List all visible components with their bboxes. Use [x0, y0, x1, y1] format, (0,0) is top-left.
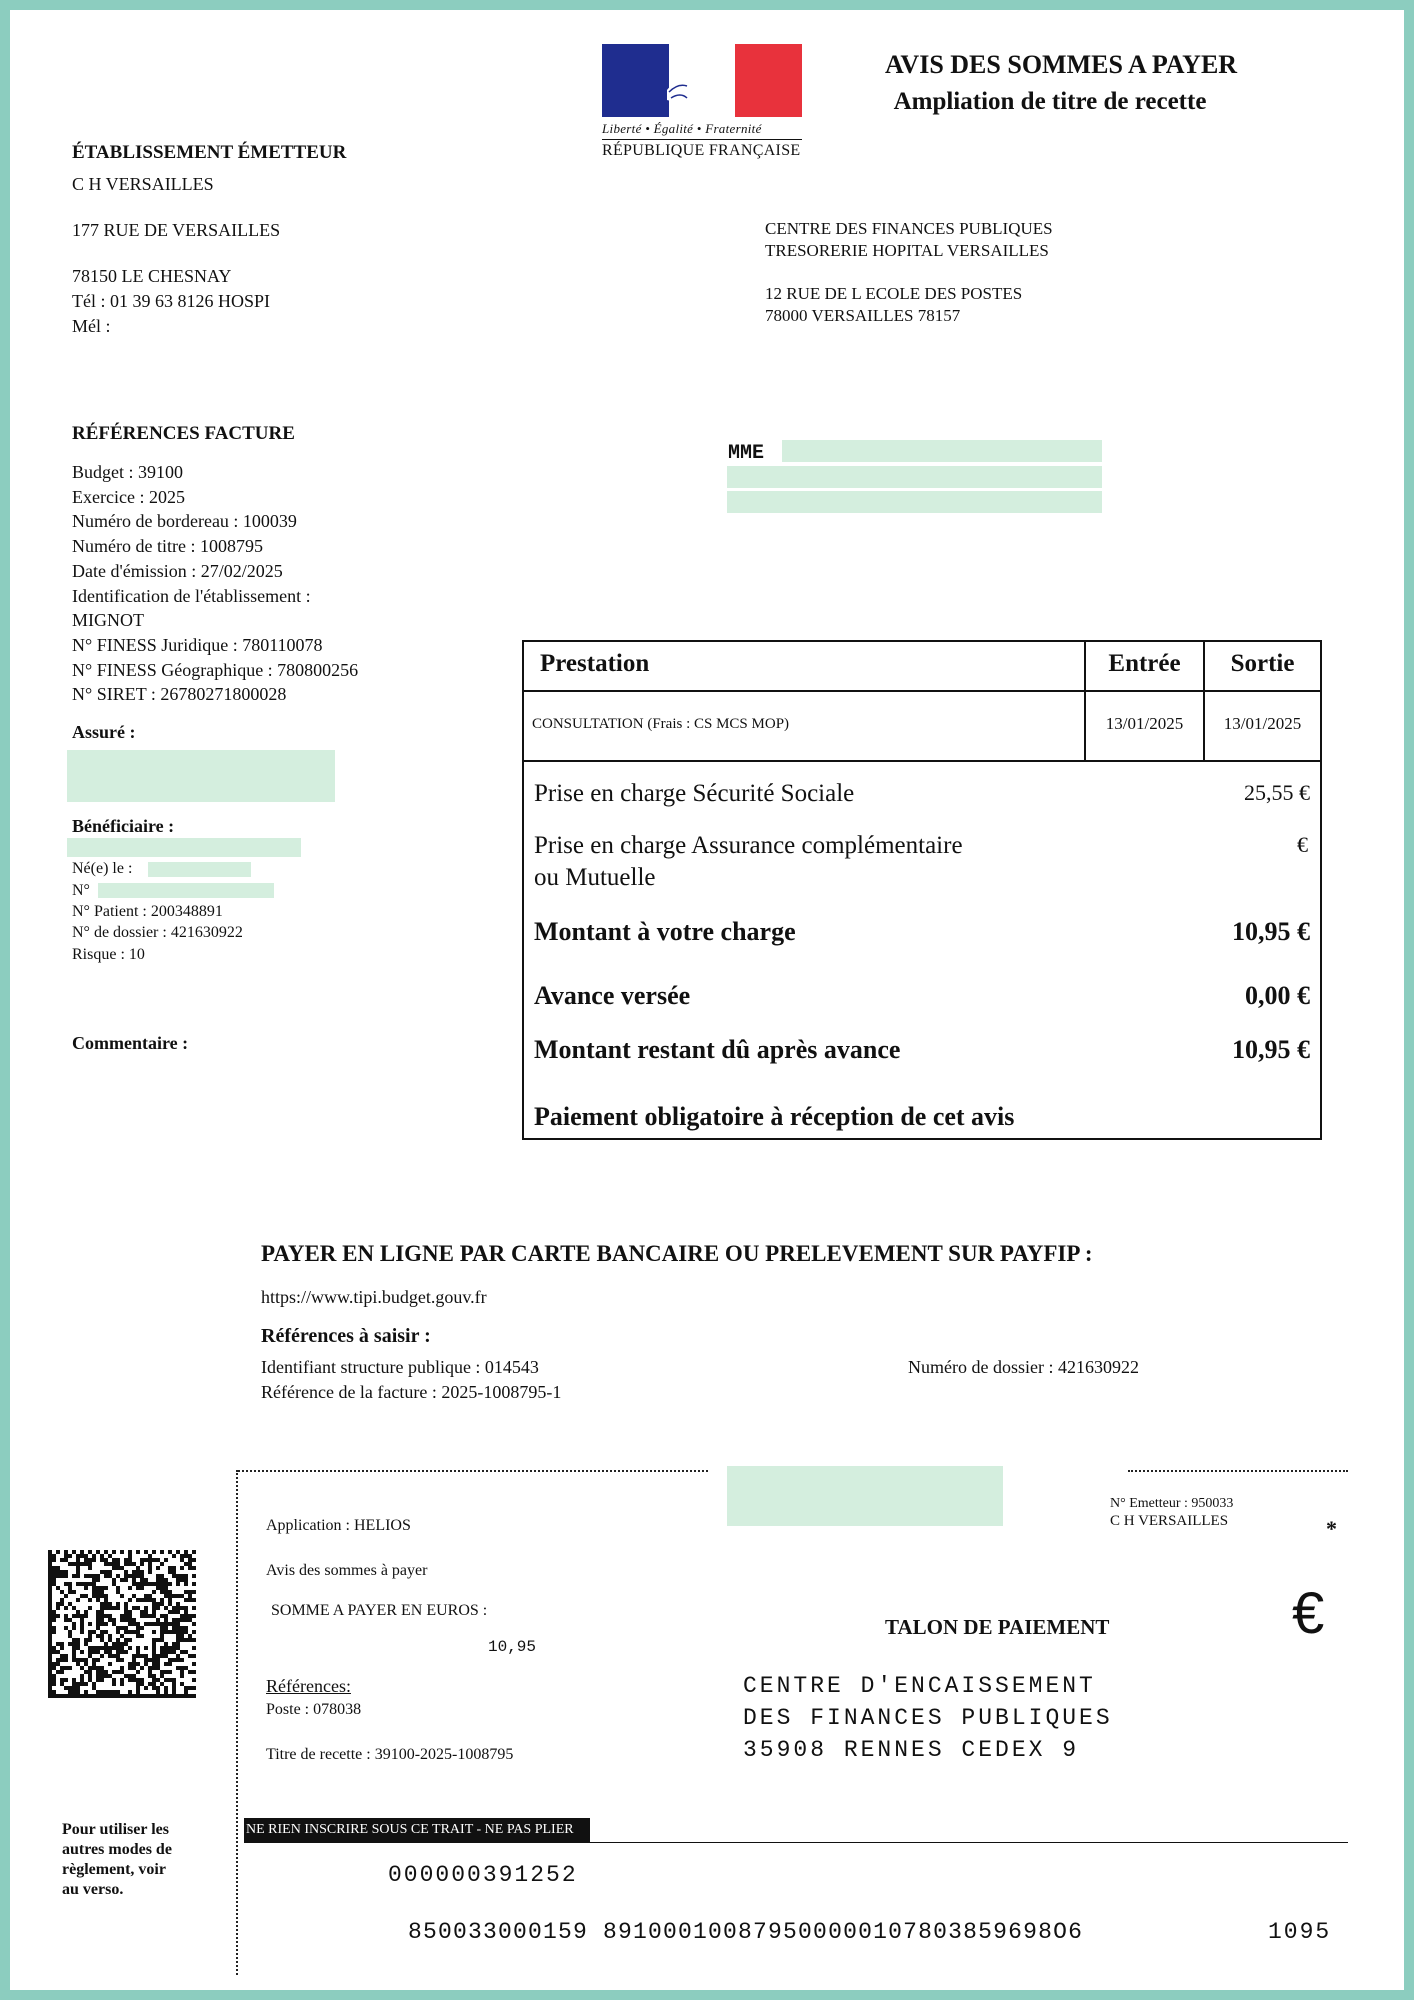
- references-list: [72, 460, 358, 707]
- slip-somme-value: 10,95: [488, 1638, 537, 1656]
- ref-date: Date d'émission : 27/02/2025: [72, 560, 283, 581]
- slip-code-3: 1095: [1268, 1919, 1332, 1945]
- verso-line-2: autres modes de: [62, 1841, 172, 1858]
- document-page: [10, 10, 1404, 1990]
- beneficiary-name-redacted: [67, 838, 301, 857]
- table-row-sortie: 13/01/2025: [1223, 714, 1302, 733]
- ref-bordereau: Numéro de bordereau : 100039: [72, 511, 297, 532]
- recipient-prefix: MME: [728, 442, 765, 465]
- online-dossier: Numéro de dossier : 421630922: [908, 1357, 1139, 1377]
- charge-label: Montant à votre charge: [534, 917, 796, 946]
- marianne-flag-icon: [602, 44, 802, 117]
- insured-redacted: [67, 750, 335, 802]
- charge-value: 10,95 €: [1232, 917, 1310, 946]
- beneficiary-label: Bénéficiaire :: [72, 816, 175, 836]
- republique-francaise-logo: [602, 44, 804, 160]
- verso-line-1: Pour utiliser les: [62, 1821, 169, 1838]
- online-refs-heading: Références à saisir :: [261, 1325, 431, 1347]
- slip-center-1: CENTRE D'ENCAISSEMENT: [743, 1673, 1096, 1699]
- online-structure: Identifiant structure publique : 014543: [261, 1357, 539, 1377]
- euro-icon: €: [1292, 1581, 1325, 1646]
- logo-caption: RÉPUBLIQUE FRANÇAISE: [602, 142, 801, 159]
- slip-center-address: [743, 1670, 1113, 1766]
- verso-line-3: règlement, voir: [62, 1861, 166, 1878]
- beneficiary-patient: N° Patient : 200348891: [72, 903, 223, 920]
- treasury-line3: 12 RUE DE L ECOLE DES POSTES: [765, 284, 1023, 303]
- qr-code-icon: [48, 1550, 196, 1698]
- table-header-entree: Entrée: [1108, 650, 1181, 677]
- recipient-name-redacted: [782, 440, 1102, 462]
- payment-notice: Paiement obligatoire à réception de cet avis: [534, 1102, 1015, 1131]
- mutuelle-label-1: Prise en charge Assurance complémentaire: [534, 832, 963, 859]
- verso-line-4: au verso.: [62, 1881, 124, 1898]
- ref-finess-juridique: N° FINESS Juridique : 780110078: [72, 634, 323, 655]
- slip-top-divider-right: [1128, 1470, 1348, 1472]
- recipient-address-redacted: [727, 466, 1102, 488]
- reste-value: 10,95 €: [1232, 1035, 1310, 1064]
- secu-row: [534, 780, 1310, 808]
- avance-value: 0,00 €: [1245, 981, 1310, 1010]
- ref-finess-geo: N° FINESS Géographique : 780800256: [72, 659, 359, 680]
- ref-etablissement: MIGNOT: [72, 610, 144, 631]
- slip-refs-label: Références:: [266, 1676, 351, 1696]
- issuer-name: C H VERSAILLES: [72, 174, 214, 194]
- slip-somme-label: SOMME A PAYER EN EUROS :: [271, 1602, 488, 1619]
- online-heading: PAYER EN LIGNE PAR CARTE BANCAIRE OU PRELEVEMENT SUR PAYFIP :: [261, 1241, 1093, 1266]
- verso-note: [62, 1820, 172, 1900]
- ref-titre: Numéro de titre : 1008795: [72, 536, 263, 557]
- slip-center-2: DES FINANCES PUBLIQUES: [743, 1705, 1113, 1731]
- avance-label: Avance versée: [534, 981, 691, 1010]
- comment-label: Commentaire :: [72, 1033, 189, 1053]
- slip-center-3: 35908 RENNES CEDEX 9: [743, 1737, 1080, 1763]
- mutuelle-value: €: [1297, 832, 1308, 857]
- beneficiary-number-label: N°: [72, 882, 90, 899]
- slip-code-2: 850033000159 891000100879500000107803859698O6: [408, 1919, 1084, 1945]
- beneficiary-born-label: Né(e) le :: [72, 860, 133, 877]
- slip-asterisk: *: [1326, 1516, 1337, 1541]
- issuer-mel: Mél :: [72, 316, 111, 336]
- beneficiary-dossier: N° de dossier : 421630922: [72, 924, 243, 941]
- reste-row: [534, 1035, 1310, 1065]
- ref-budget: Budget : 39100: [72, 462, 183, 482]
- slip-emetteur-name: C H VERSAILLES: [1110, 1513, 1229, 1529]
- online-url[interactable]: https://www.tipi.budget.gouv.fr: [261, 1287, 487, 1307]
- issuer-tel: Tél : 01 39 63 8126 HOSPI: [72, 291, 270, 311]
- mutuelle-label-2: ou Mutuelle: [534, 864, 656, 891]
- slip-poste: Poste : 078038: [266, 1701, 362, 1718]
- slip-talon: TALON DE PAIEMENT: [885, 1615, 1110, 1639]
- slip-code-1: 000000391252: [388, 1862, 578, 1888]
- references-heading: RÉFÉRENCES FACTURE: [72, 423, 295, 444]
- slip-titre: Titre de recette : 39100-2025-1008795: [266, 1746, 514, 1763]
- table-header-prestation: Prestation: [540, 650, 650, 677]
- logo-motto: Liberté • Égalité • Fraternité: [602, 121, 762, 136]
- slip-avis: Avis des sommes à payer: [266, 1562, 428, 1579]
- table-row-entree: 13/01/2025: [1105, 714, 1184, 733]
- table-header-sortie: Sortie: [1230, 650, 1295, 677]
- beneficiary-risk: Risque : 10: [72, 946, 145, 963]
- slip-top-divider-left: [238, 1470, 708, 1472]
- avance-row: [534, 981, 1310, 1011]
- online-facture: Référence de la facture : 2025-1008795-1: [261, 1382, 562, 1402]
- slip-emetteur-no: N° Emetteur : 950033: [1110, 1496, 1234, 1511]
- ref-exercice: Exercice : 2025: [72, 486, 185, 507]
- issuer-city: 78150 LE CHESNAY: [72, 266, 232, 286]
- page-subtitle: Ampliation de titre de recette: [893, 88, 1207, 115]
- beneficiary-number-redacted: [98, 883, 274, 898]
- issuer-block: [72, 142, 346, 337]
- page-title: AVIS DES SOMMES A PAYER: [885, 50, 1238, 79]
- recipient-city-redacted: [727, 491, 1102, 513]
- slip-warning-line: [244, 1842, 1348, 1843]
- slip-top-redacted: [727, 1466, 1003, 1526]
- treasury-line4: 78000 VERSAILLES 78157: [765, 306, 961, 325]
- slip-application: Application : HELIOS: [266, 1517, 411, 1534]
- treasury-line1: CENTRE DES FINANCES PUBLIQUES: [765, 219, 1053, 238]
- slip-vertical-divider: [236, 1470, 238, 1975]
- charge-row: [534, 917, 1310, 947]
- issuer-street: 177 RUE DE VERSAILLES: [72, 220, 281, 240]
- beneficiary-born-redacted: [148, 862, 251, 877]
- mutuelle-label: [534, 830, 963, 894]
- treasury-block: [765, 218, 1053, 327]
- reste-label: Montant restant dû après avance: [534, 1035, 901, 1064]
- secu-value: 25,55 €: [1244, 780, 1310, 805]
- treasury-line2: TRESORERIE HOPITAL VERSAILLES: [765, 241, 1049, 260]
- secu-label: Prise en charge Sécurité Sociale: [534, 780, 855, 807]
- table-row-prestation: CONSULTATION (Frais : CS MCS MOP): [532, 716, 790, 732]
- slip-warning: NE RIEN INSCRIRE SOUS CE TRAIT - NE PAS PLIER: [244, 1818, 590, 1842]
- insured-label: Assuré :: [72, 722, 136, 742]
- ref-identification: Identification de l'établissement :: [72, 585, 311, 606]
- invoice-table: [522, 640, 1322, 1140]
- ref-siret: N° SIRET : 26780271800028: [72, 684, 287, 705]
- issuer-heading: ÉTABLISSEMENT ÉMETTEUR: [72, 142, 347, 163]
